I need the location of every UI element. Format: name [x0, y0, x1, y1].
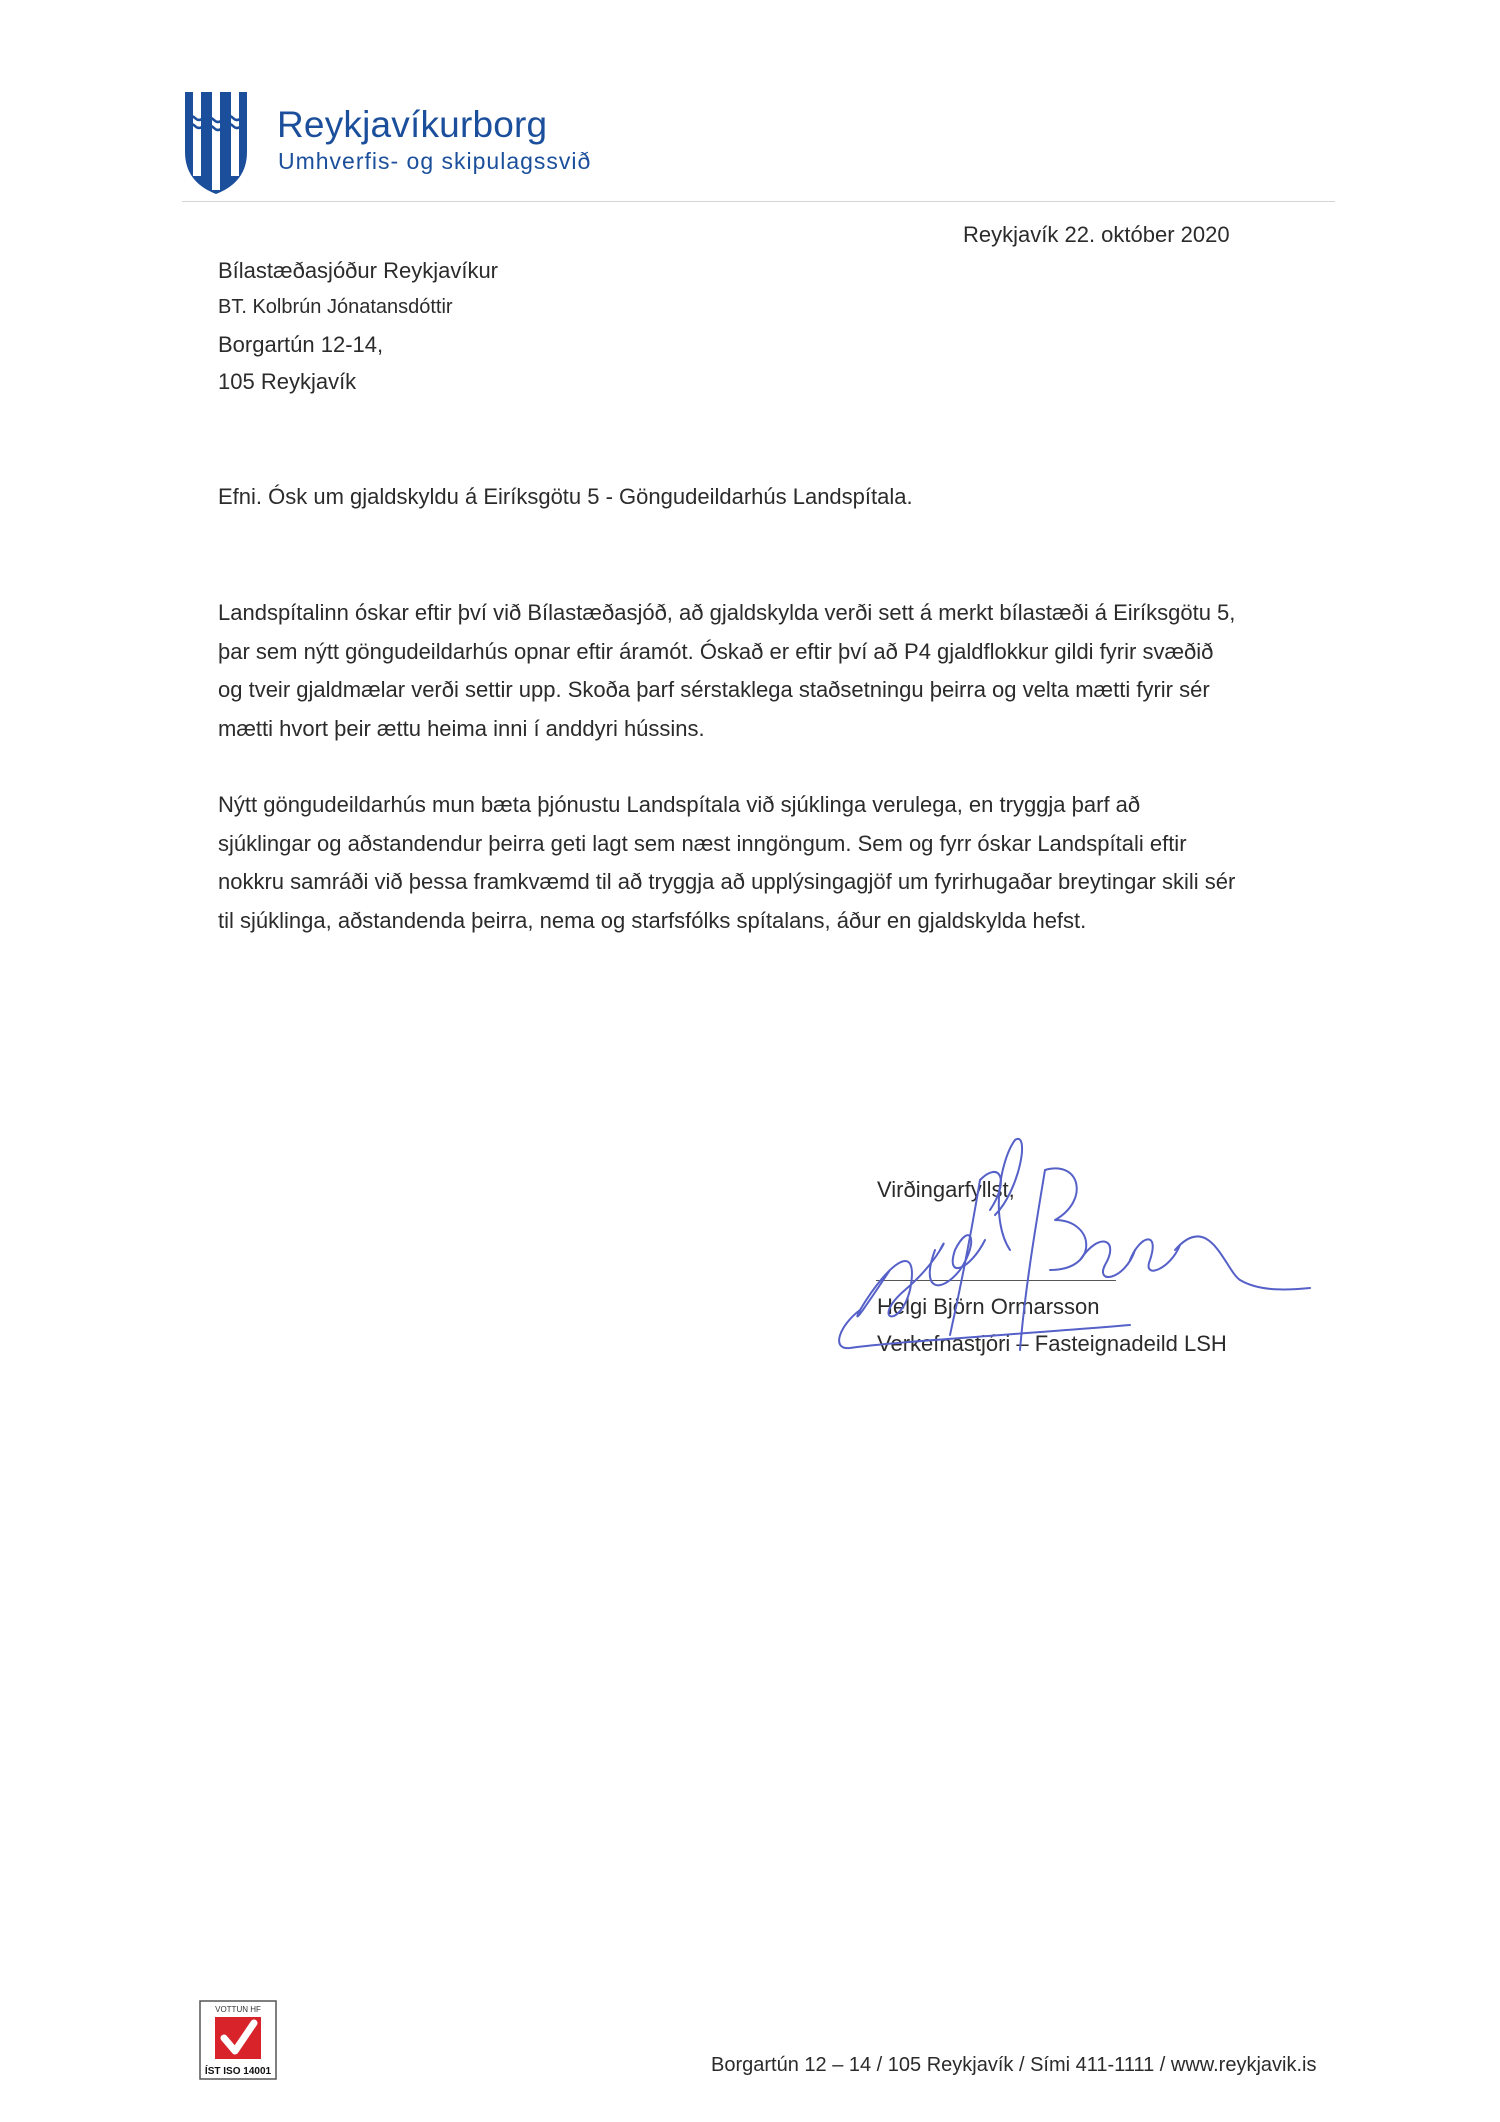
- footer-address: Borgartún 12 – 14 / 105 Reykjavík / Sími 411-1111 / www.reykjavik.is: [711, 2054, 1317, 2076]
- recipient-address: [218, 252, 498, 400]
- recipient-line: BT. Kolbrún Jónatansdóttir: [218, 296, 453, 318]
- reykjavik-crest-icon: [183, 90, 249, 196]
- letter-subject: Efni. Ósk um gjaldskyldu á Eiríksgötu 5 - Göngudeildarhús Landspítala.: [218, 484, 913, 509]
- cert-bottom-text: ÍST ISO 14001: [204, 2066, 272, 2077]
- organization-name: Reykjavíkurborg: [277, 104, 548, 145]
- paragraph-line: sjúklingar og aðstandendur þeirra geti lagt sem næst inngöngum. Sem og fyrr óskar Landspítali eftir: [218, 830, 1187, 856]
- letterhead-logo: [183, 90, 623, 200]
- paragraph-line: mætti hvort þeir ættu heima inni í anddyri hússins.: [218, 715, 705, 741]
- paragraph-line: Nýtt göngudeildarhús mun bæta þjónustu Landspítala við sjúklinga verulega, en tryggja þarf að: [218, 792, 1141, 817]
- cert-top-text: VOTTUN HF: [215, 2005, 261, 2014]
- iso-certification-logo: [199, 2000, 277, 2080]
- body-paragraph-2: [218, 786, 1235, 940]
- handwritten-signature: [830, 1120, 1320, 1370]
- letter-date: Reykjavík 22. október 2020: [963, 222, 1230, 247]
- paragraph-line: nokkru samráði við þessa framkvæmd til að tryggja að upplýsingagjöf um fyrirhugaðar breytingar skili sér: [218, 869, 1236, 894]
- recipient-line: Bílastæðasjóður Reykjavíkur: [218, 258, 499, 283]
- paragraph-line: og tveir gjaldmælar verði settir upp. Skoða þarf sérstaklega staðsetningu þeirra og velta mætti fyrir sér: [218, 677, 1210, 702]
- department-name: Umhverfis- og skipulagssvið: [278, 148, 592, 174]
- paragraph-line: til sjúklinga, aðstandenda þeirra, nema og starfsfólks spítalans, áður en gjaldskylda hefst.: [218, 907, 1087, 933]
- body-paragraph-1: [218, 594, 1235, 748]
- recipient-line: 105 Reykjavík: [218, 369, 357, 394]
- paragraph-line: þar sem nýtt göngudeildarhús opnar eftir áramót. Óskað er eftir því að P4 gjaldflokkur gildi fyrir svæðið: [218, 638, 1214, 664]
- header-divider: [182, 201, 1335, 202]
- letter-closing: Virðingarfyllst,: [877, 1177, 1015, 1202]
- signer-name: Helgi Björn Ormarsson: [877, 1294, 1100, 1319]
- paragraph-line: Landspítalinn óskar eftir því við Bílastæðasjóð, að gjaldskylda verði sett á merkt bílastæði á Eiríksgötu 5,: [218, 600, 1236, 625]
- signer-title: Verkefnastjóri – Fasteignadeild LSH: [877, 1331, 1227, 1356]
- recipient-line: Borgartún 12-14,: [218, 332, 384, 357]
